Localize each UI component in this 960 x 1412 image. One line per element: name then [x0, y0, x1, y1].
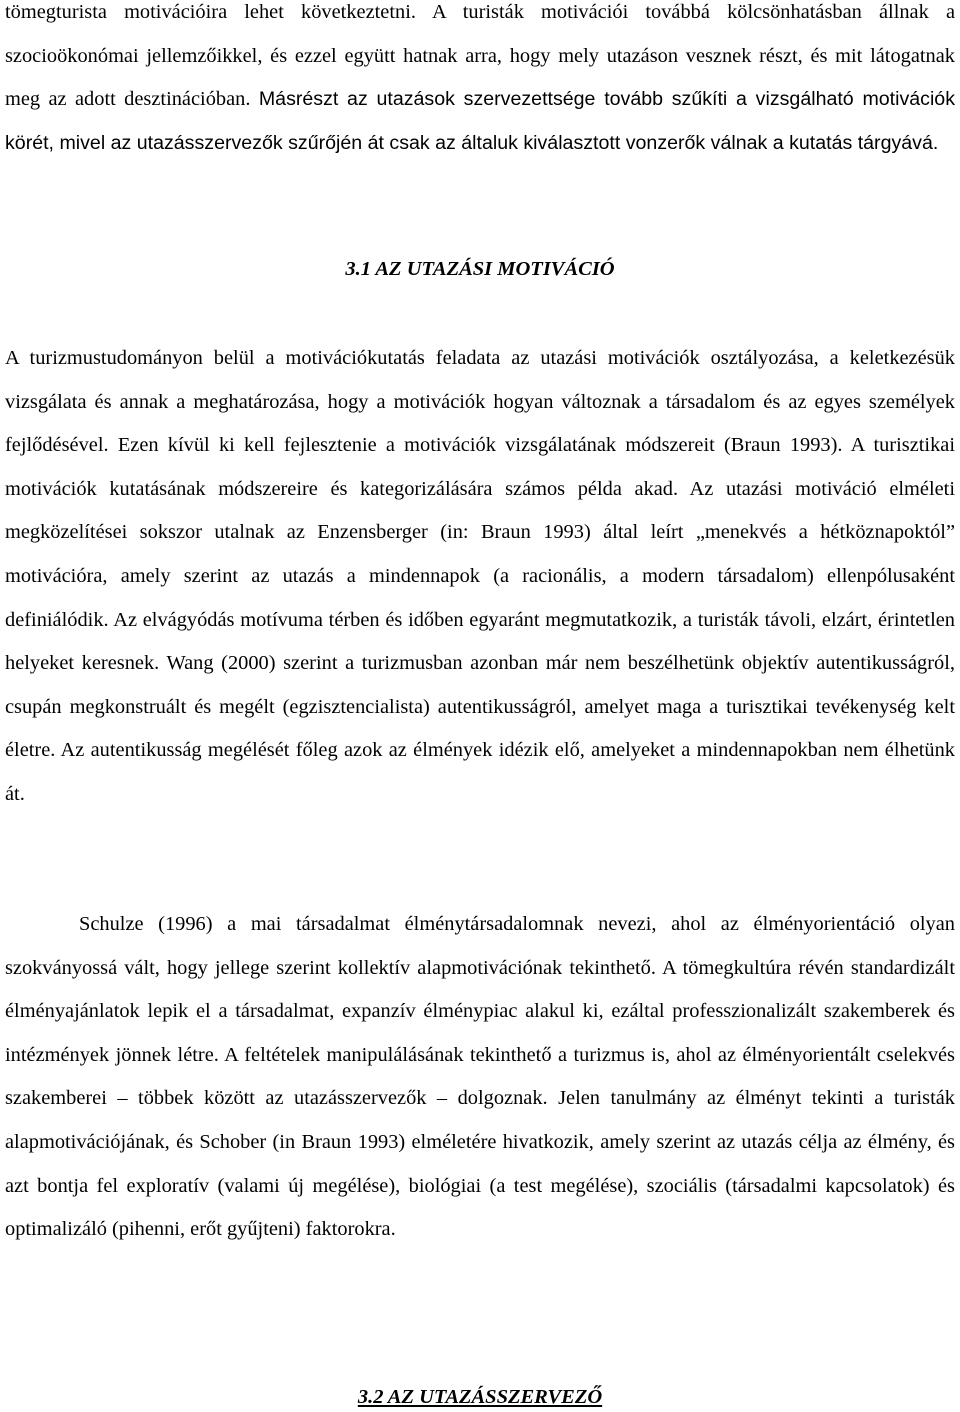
intro-paragraph [5, 0, 955, 165]
section-heading-3-1: 3.1 AZ UTAZÁSI MOTIVÁCIÓ [345, 258, 615, 280]
section-heading-3-2: 3.2 AZ UTAZÁSSZERVEZŐ [357, 1386, 603, 1408]
motivation-paragraph-2: Schulze (1996) a mai társadalmat élménytársadalomnak nevezi, ahol az élményorientáció olyan szokványossá vált, hogy jellege szerint kollektív alapmotivációnak tekinthető. A tömegkultúra révén standardizált élményajánlatok lepik el a társadalmat, expanzív élménypiac alakul ki, ezáltal professzionalizált szakemberek és intézmények jönnek létre. A feltételek manipulálásának tekinthető a turizmus is, ahol az élményorientált cselekvés szakemberei – többek között az utazásszervezők – dolgoznak. Jelen tanulmány az élményt tekinti a turisták alapmotivációjának, és Schober (in Braun 1993) elméletére hivatkozik, amely szerint az utazás célja az élmény, és azt bontja fel exploratív (valami új megélése), biológiai (a test megélése), szociális (társadalmi kapcsolatok) és optimalizáló (pihenni, erőt gyűjteni) faktorokra. [5, 913, 955, 1241]
motivation-paragraph-1: A turizmustudományon belül a motivációkutatás feladata az utazási motivációk osztályozása, a keletkezésük vizsgálata és annak a meghatározása, hogy a motivációk hogyan változnak a társadalom és az egyes személyek fejlődésével. Ezen kívül ki kell fejlesztenie a motivációk vizsgálatának módszereit (Braun 1993). A turisztikai motivációk kutatásának módszereire és kategorizálására számos példa akad. Az utazási motiváció elméleti megközelítései sokszor utalnak az Enzensberger (in: Braun 1993) által leírt „menekvés a hétköznapoktól” motivációra, amely szerint az utazás a mindennapok (a racionális, a modern társadalom) ellenpólusaként definiálódik. Az elvágyódás motívuma térben és időben egyaránt megmutatkozik, a turisták távoli, elzárt, érintetlen helyeket keresnek. Wang (2000) szerint a turizmusban azonban már nem beszélhetünk objektív autentikusságról, csupán megkonstruált és megélt (egzisztencialista) autentikusságról, amelyet maga a turisztikai tevékenység kelt életre. Az autentikusság megélését főleg azok az élmények idézik elő, amelyeket a mindennapokban nem élhetünk át. [5, 347, 955, 805]
intro-serif-text: tömegturista motivációira lehet következtetni. A turisták motivációi továbbá kölcsönhatásban állnak a szocioökonómai jellemzőikkel, és ezzel együtt hatnak arra, hogy mely utazáson vesznek részt, és mit látogatnak meg az adott desztinációban. [5, 1, 955, 111]
intro-sans-text: Másrészt az utazások szervezettsége tovább szűkíti a vizsgálható motivációk körét, mivel az utazásszervezők szűrőjén át csak az általuk kiválasztott vonzerők válnak a kutatás tárgyává. [5, 88, 955, 154]
